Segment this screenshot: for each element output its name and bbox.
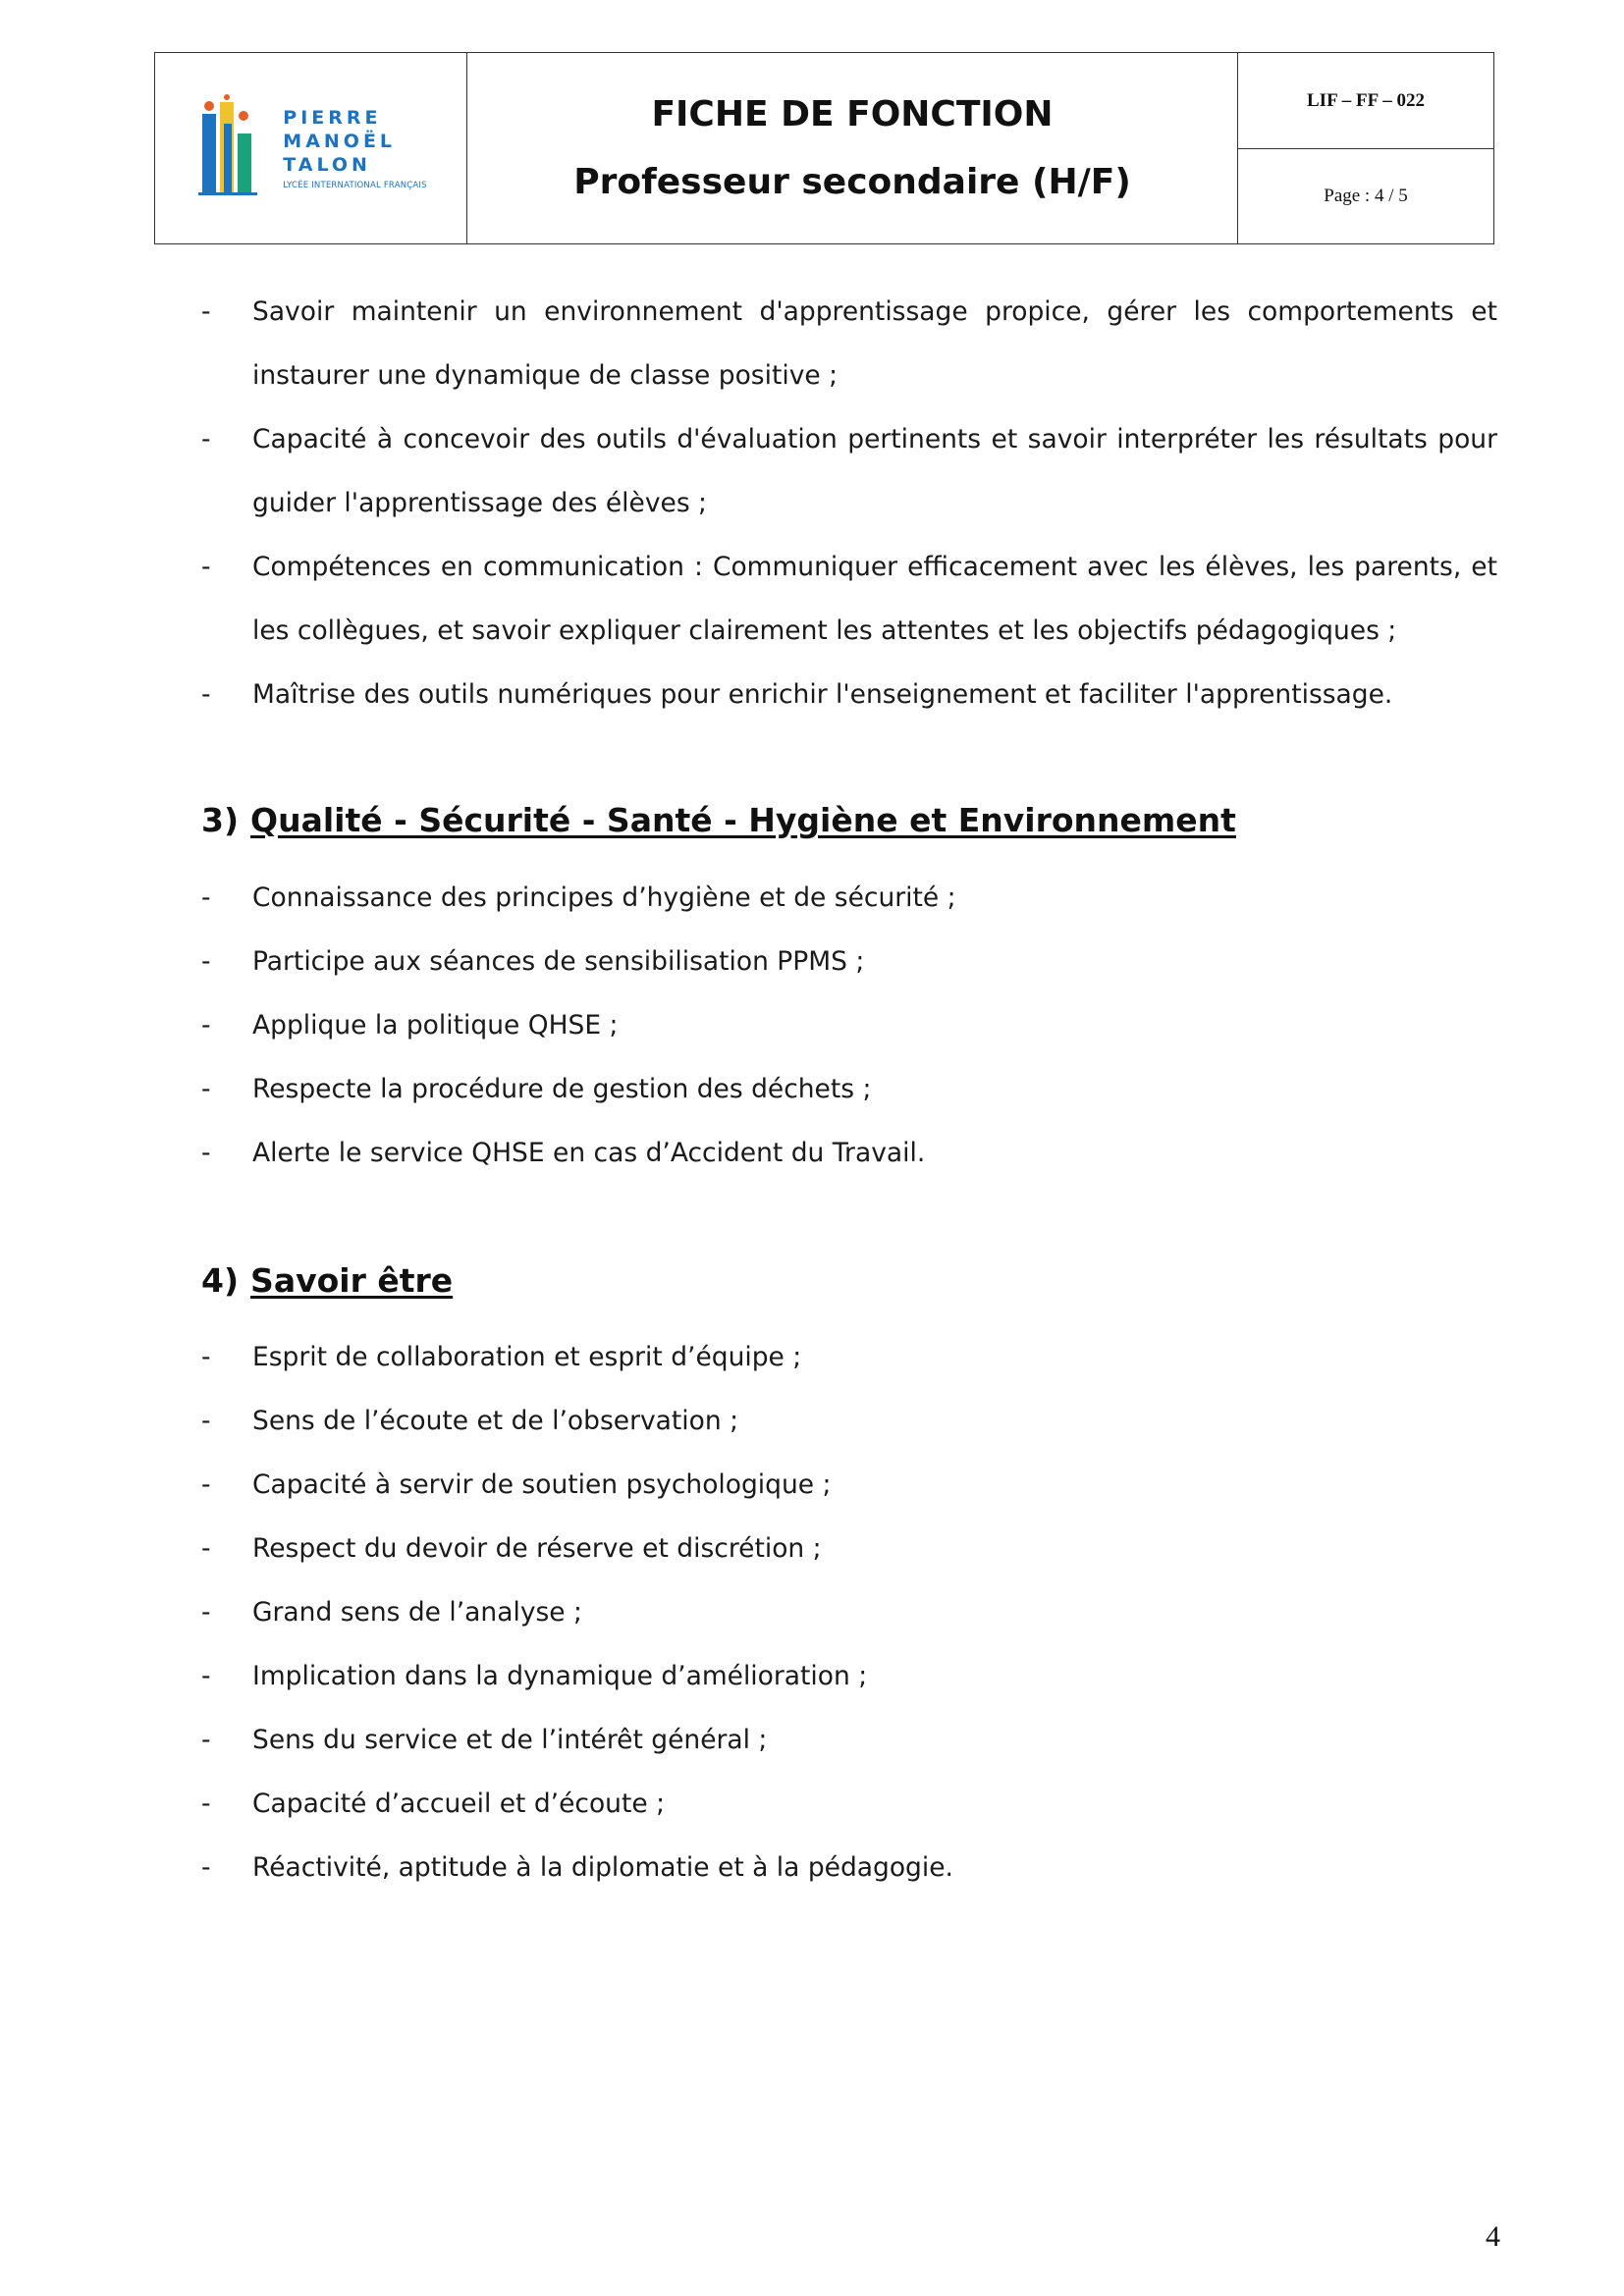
bullet-dash: - [201,1138,211,1168]
bullet-dash: - [201,1469,211,1500]
list-item [201,1772,1497,1836]
list-item-text: Capacité d’accueil et d’écoute ; [252,1789,666,1819]
list-item [201,1644,1497,1708]
list-item [201,1389,1497,1453]
footer-page-number: 4 [1486,2220,1500,2253]
list-item [201,1517,1497,1580]
logo-cell [155,53,467,243]
list-item [201,663,1497,726]
list-item [201,1325,1497,1389]
bullet-dash: - [201,1597,211,1628]
list-item-text: Alerte le service QHSE en cas d’Accident du Travail. [252,1138,926,1168]
list-item [201,1453,1497,1517]
section-title: Qualité - Sécurité - Santé - Hygiène et Environnement [250,801,1236,839]
list-item-text: Implication dans la dynamique d’amélioration ; [252,1661,868,1691]
bullet-dash: - [201,1725,211,1755]
bullet-dash: - [201,1852,211,1883]
document-reference: LIF – FF – 022 [1238,53,1493,149]
bullet-dash: - [201,296,211,327]
logo-line-3: TALON [283,154,371,176]
list-item-text: Compétences en communication : Communiquer efficacement avec les élèves, les parents, et les collègues, et savoir expliquer clairement les attentes et les objectifs pédagogiques ; [252,552,1497,646]
logo-line-2: MANOËL [283,131,397,152]
section-3-heading [201,801,1236,839]
section-4-heading [201,1261,453,1300]
list-item-text: Participe aux séances de sensibilisation PPMS ; [252,946,865,977]
list-item [201,1580,1497,1644]
list-item-text: Réactivité, aptitude à la diplomatie et à la pédagogie. [252,1852,953,1883]
document-header [154,52,1494,244]
list-item-text: Savoir maintenir un environnement d'apprentissage propice, gérer les comportements et instaurer une dynamique de classe positive ; [252,296,1497,391]
logo-line-1: PIERRE [283,107,382,129]
list-item-text: Respecte la procédure de gestion des déchets ; [252,1074,872,1104]
bullet-dash: - [201,1342,211,1372]
bullet-dash: - [201,424,211,454]
section-number: 3) [201,801,240,839]
document-title: FICHE DE FONCTION [651,94,1054,134]
logo-emblem-icon [194,94,273,202]
section-title: Savoir être [250,1261,454,1300]
list-item-text: Esprit de collaboration et esprit d’équipe ; [252,1342,802,1372]
list-item [201,535,1497,663]
list-item-text: Capacité à concevoir des outils d'évaluation pertinents et savoir interpréter les résultats pour guider l'apprentissage des élèves ; [252,424,1497,518]
title-cell [467,53,1238,243]
list-item-text: Capacité à servir de soutien psychologique ; [252,1469,832,1500]
page-indicator: Page : 4 / 5 [1324,186,1408,206]
list-item-text: Respect du devoir de réserve et discrétion ; [252,1533,822,1564]
bullet-dash: - [201,552,211,582]
bullet-dash: - [201,882,211,913]
list-item [201,993,1497,1057]
list-item-text: Connaissance des principes d’hygiène et de sécurité ; [252,882,956,913]
school-logo [194,94,426,202]
logo-subtitle: LYCÉE INTERNATIONAL FRANÇAIS [283,181,427,190]
bullet-dash: - [201,1661,211,1691]
list-item [201,930,1497,993]
list-item [201,1121,1497,1185]
list-item-text: Applique la politique QHSE ; [252,1010,619,1041]
section-number: 4) [201,1261,240,1300]
meta-cell [1238,53,1493,243]
list-item [201,1057,1497,1121]
list-item [201,1836,1497,1899]
bullet-dash: - [201,946,211,977]
bullet-dash: - [201,679,211,710]
list-item [201,1708,1497,1772]
bullet-dash: - [201,1074,211,1104]
list-item-text: Maîtrise des outils numériques pour enrichir l'enseignement et faciliter l'apprentissage. [252,679,1393,710]
list-item-text: Sens du service et de l’intérêt général ; [252,1725,768,1755]
list-item-text: Grand sens de l’analyse ; [252,1597,582,1628]
list-item [201,866,1497,930]
list-item-text: Sens de l’écoute et de l’observation ; [252,1406,739,1436]
bullet-dash: - [201,1533,211,1564]
list-item [201,280,1497,407]
document-subtitle: Professeur secondaire (H/F) [573,162,1131,202]
bullet-dash: - [201,1789,211,1819]
list-item [201,407,1497,535]
bullet-dash: - [201,1010,211,1041]
bullet-dash: - [201,1406,211,1436]
